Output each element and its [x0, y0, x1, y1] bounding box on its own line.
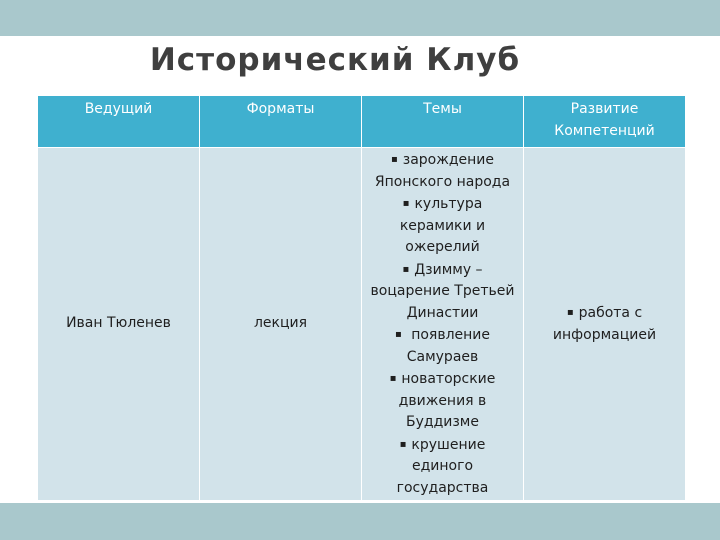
- bullet-icon: ▪: [390, 154, 398, 165]
- topic-item: [368, 434, 517, 500]
- competency-item-text: работа с информацией: [552, 305, 657, 343]
- topic-item-text: культура керамики и ожерелий: [399, 196, 486, 255]
- header-topics: Темы: [362, 96, 524, 148]
- cell-host: Иван Тюленев: [38, 148, 200, 501]
- competency-item: [530, 302, 679, 346]
- topic-item: [368, 368, 517, 434]
- bullet-icon: ▪: [566, 307, 574, 318]
- topic-item: [368, 193, 517, 259]
- topic-item: [368, 324, 517, 368]
- bullet-icon: ▪: [389, 373, 397, 384]
- table-header-row: [38, 96, 686, 148]
- topic-item-text: новаторские движения в Буддизме: [398, 371, 496, 430]
- topic-item-text: зарождение Японского народа: [374, 152, 511, 190]
- table-row: [38, 148, 686, 501]
- topic-item: [368, 149, 517, 193]
- topic-item-text: появление Самураев: [406, 327, 491, 365]
- cell-format: лекция: [200, 148, 362, 501]
- topic-item-text: крушение единого государства: [396, 436, 489, 496]
- bottom-decorative-band: [0, 503, 720, 540]
- topics-list: [368, 149, 517, 499]
- bullet-icon: ▪: [402, 198, 410, 209]
- topic-item-text: Дзимму – воцарение Третьей Династии: [370, 261, 515, 321]
- top-decorative-band: [0, 0, 720, 36]
- cell-competencies: [524, 148, 686, 501]
- header-formats: Форматы: [200, 96, 362, 148]
- club-table: [37, 95, 686, 501]
- page-title: Исторический Клуб: [149, 42, 521, 78]
- header-competencies: Развитие Компетенций: [524, 96, 686, 148]
- bullet-icon: ▪: [394, 329, 402, 340]
- bullet-icon: ▪: [402, 263, 410, 275]
- cell-topics: [362, 148, 524, 501]
- topic-item: [368, 259, 517, 325]
- bullet-icon: ▪: [399, 438, 407, 450]
- header-host: Ведущий: [38, 96, 200, 148]
- competencies-list: [530, 302, 679, 346]
